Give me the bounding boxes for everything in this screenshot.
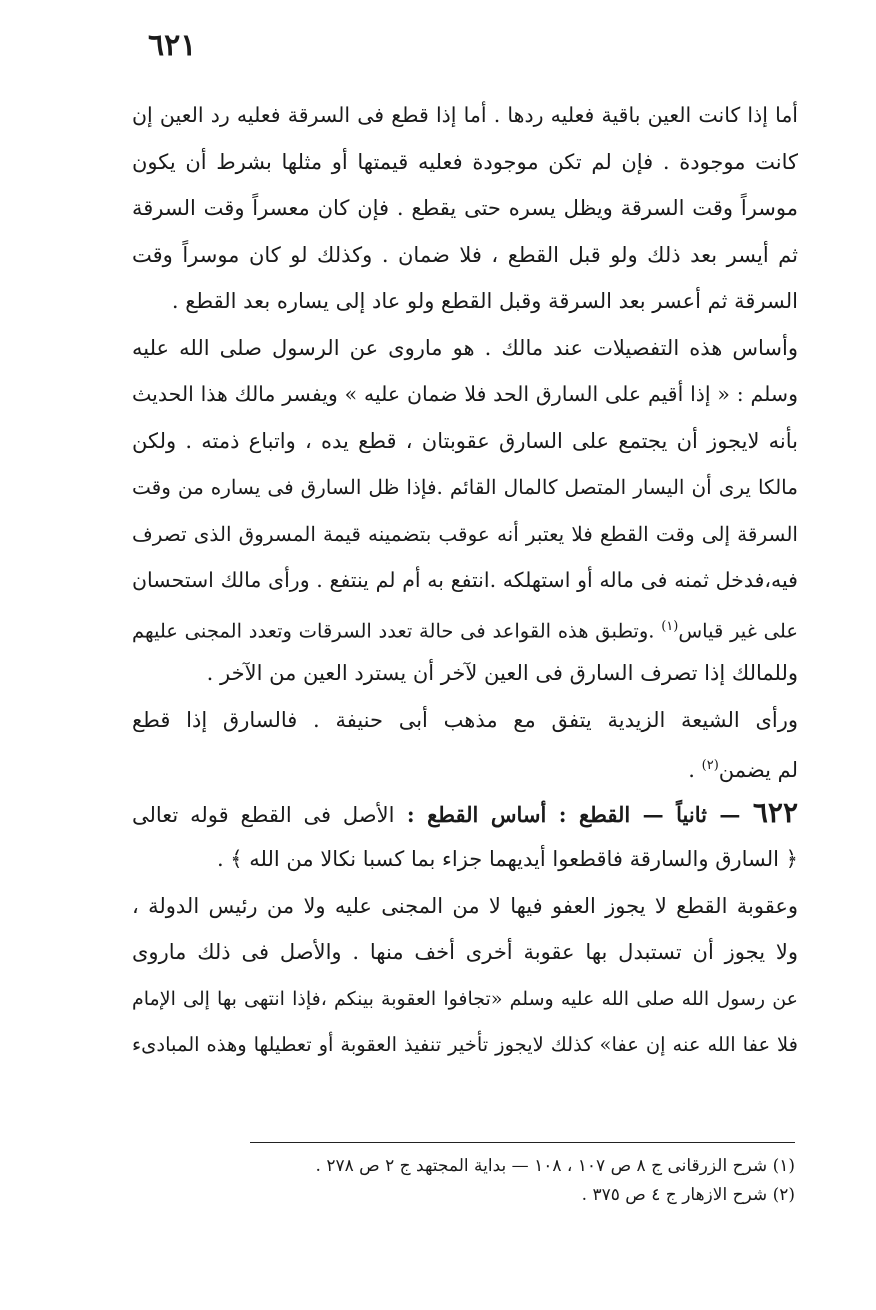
text-line: وأساس هذه التفصيلات عند مالك . هو ماروى عن الرسول صلى الله عليه xyxy=(132,335,798,360)
footnote-1: (١) شرح الزرقانى ج ٨ ص ١٠٧ ، ١٠٨ — بداية المجتهد ج ٢ ص ٢٧٨ . xyxy=(315,1156,795,1176)
text-line: السرقة ثم أعسر بعد السرقة وقبل القطع ولو عاد إلى يساره بعد القطع . xyxy=(171,289,798,313)
text-line: فلا عفا الله عنه إن عفا» كذلك لايجوز تأخير تنفيذ العقوبة أو تعطيلها وهذه المبادىء xyxy=(132,1033,798,1056)
text-run: لم يضمن xyxy=(718,758,798,782)
text-line: وعقوبة القطع لا يجوز العفو فيها لا من المجنى عليه ولا من رئيس الدولة ، xyxy=(132,893,798,918)
text-line: موسراً وقت السرقة ويظل يسره حتى يقطع . فإن كان معسراً وقت السرقة xyxy=(132,196,798,220)
text-line: وللمالك إذا تصرف السارق فى العين لآخر أن يسترد العين من الآخر . xyxy=(206,661,798,685)
section-heading-line xyxy=(132,790,798,837)
text-line: ولا يجوز أن تستبدل بها عقوبة أخرى أخف منها . والأصل فى ذلك ماروى xyxy=(132,940,798,964)
text-run: على غير قياس xyxy=(678,619,798,642)
text-line: بأنه لايجوز أن يجتمع على السارق عقوبتان ، قطع يده ، واتباع ذمته . ولكن xyxy=(132,428,798,453)
paragraph-2 xyxy=(132,325,798,697)
text-line: عن رسول الله صلى الله عليه وسلم «تجافوا العقوبة بينكم ،فإذا انتهى بها إلى الإمام xyxy=(132,987,798,1010)
text-line: وسلم : « إذا أقيم على السارق الحد فلا ضمان عليه » ويفسر مالك هذا الحديث xyxy=(132,382,798,406)
section-heading: — ثانياً — القطع : أساس القطع : xyxy=(394,801,753,827)
paragraph-3 xyxy=(132,697,798,790)
text-line: السرقة إلى وقت القطع فلا يعتبر أنه عوقب بتضمينه قيمة المسروق الذى تصرف xyxy=(132,521,798,546)
text-line: ثم أيسر بعد ذلك ولو قبل القطع ، فلا ضمان . وكذلك لو كان موسراً وقت xyxy=(132,242,798,267)
text-line xyxy=(132,743,798,790)
text-run: .وتطبق هذه القواعد فى حالة تعدد السرقات وتعدد المجنى عليهم xyxy=(132,619,662,642)
page-number: ٦٢١ xyxy=(148,28,197,63)
paragraph-4 xyxy=(132,883,798,1069)
text-line: كانت موجودة . فإن لم تكن موجودة فعليه قيمتها أو مثلها بشرط أن يكون xyxy=(132,149,798,174)
footnotes xyxy=(190,1152,795,1210)
text-line: ورأى الشيعة الزيدية يتفق مع مذهب أبى حنيفة . فالسارق إذا قطع xyxy=(132,707,798,732)
footnote-2: (٢) شرح الازهار ج ٤ ص ٣٧٥ . xyxy=(581,1185,795,1205)
text-line: فيه،فدخل ثمنه فى ماله أو استهلكه .انتفع به أم لم ينتفع . ورأى مالك استحسان xyxy=(132,568,798,592)
text-run: الأصل فى القطع قوله تعالى xyxy=(132,802,395,827)
main-text xyxy=(132,92,798,1069)
footnote-ref-1: (١) xyxy=(661,618,679,634)
text-line: أما إذا كانت العين باقية فعليه ردها . أما إذا قطع فى السرقة فعليه رد العين إن xyxy=(132,103,798,127)
footnote-divider xyxy=(250,1142,795,1143)
text-line: مالكا يرى أن اليسار المتصل كالمال القائم .فإذا ظل السارق فى يساره من وقت xyxy=(132,475,798,499)
text-line xyxy=(132,604,798,651)
paragraph-1 xyxy=(132,92,798,325)
section-number: ٦٢٢ xyxy=(752,795,798,829)
section-622 xyxy=(132,790,798,883)
quran-verse: ﴿ السارق والسارقة فاقطعوا أيديهما جزاء بما كسبا نكالا من الله ﴾ . xyxy=(216,847,798,871)
footnote-ref-2: (٢) xyxy=(701,758,719,773)
text-run: . xyxy=(688,758,702,782)
